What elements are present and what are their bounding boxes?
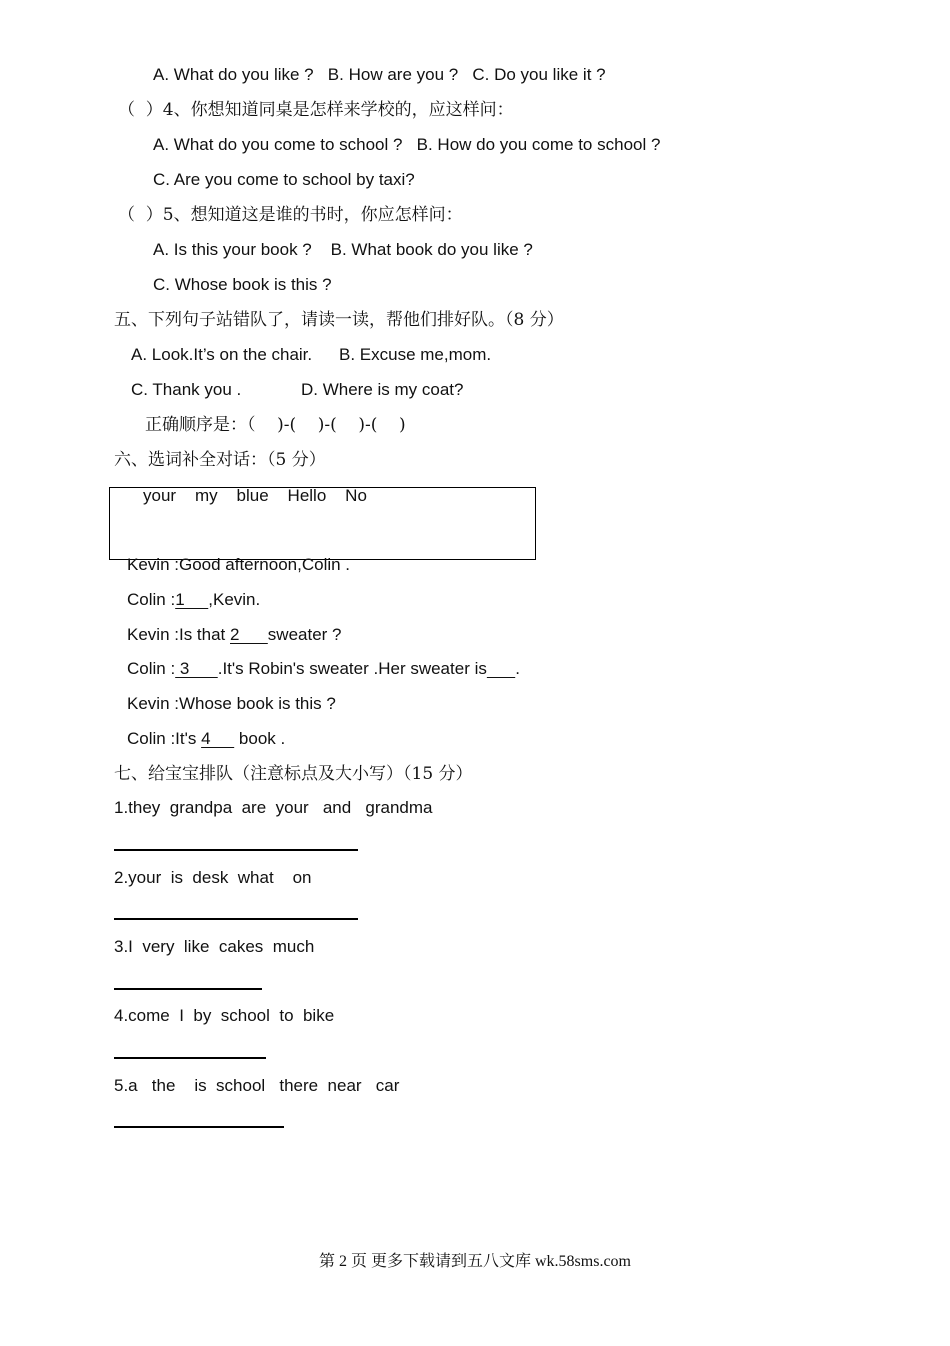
- answer-line-5[interactable]: [114, 1126, 284, 1128]
- word-bank: your my blue Hello No: [143, 486, 367, 505]
- reorder-item-3: 3.I very like cakes much: [114, 937, 315, 956]
- section5-option-a: A. Look.It’s on the chair.: [131, 345, 313, 364]
- q3-options: A. What do you like ? B. How are you ? C. Do you like it ?: [153, 65, 606, 84]
- reorder-item-2: 2.your is desk what on: [114, 868, 312, 887]
- dialogue-line-6: Colin :It's 4 book .: [127, 729, 286, 748]
- answer-line-1[interactable]: [114, 849, 358, 851]
- q5-options-ab: A. Is this your book ? B. What book do you like ?: [153, 240, 533, 259]
- blank-3[interactable]: 3: [175, 659, 218, 678]
- section5-order: 正确顺序是：（ )-( )-( )-( ): [145, 415, 406, 435]
- dialogue-line-1: Kevin :Good afternoon,Colin .: [127, 555, 351, 574]
- dialogue-line-2: Colin :1 ,Kevin.: [127, 590, 261, 609]
- section5-option-b: B. Excuse me,mom.: [339, 345, 492, 364]
- answer-line-4[interactable]: [114, 1057, 266, 1059]
- page-footer: 第 2 页 更多下载请到五八文库 wk.58sms.com: [318, 1253, 631, 1270]
- answer-line-2[interactable]: [114, 918, 358, 920]
- reorder-item-4: 4.come I by school to bike: [114, 1006, 335, 1025]
- blank-4[interactable]: 4: [201, 729, 235, 748]
- reorder-item-5: 5.a the is school there near car: [114, 1076, 400, 1095]
- q5-option-c: C. Whose book is this ?: [153, 275, 332, 294]
- blank-2[interactable]: 2: [230, 625, 268, 644]
- reorder-item-1: 1.they grandpa are your and grandma: [114, 798, 433, 817]
- q4-option-c: C. Are you come to school by taxi?: [153, 170, 415, 189]
- blank-5[interactable]: [487, 659, 515, 678]
- section5-title: 五、下列句子站错队了，请读一读，帮他们排好队。（8 分）: [114, 310, 564, 330]
- dialogue-line-5: Kevin :Whose book is this ?: [127, 694, 336, 713]
- blank-1[interactable]: 1: [175, 590, 209, 609]
- answer-line-3[interactable]: [114, 988, 262, 990]
- dialogue-line-4: Colin : 3 .It's Robin's sweater .Her sweater is .: [127, 659, 520, 678]
- q5-prompt: （ ）5、想知道这是谁的书时，你应怎样问：: [118, 205, 463, 225]
- q4-options-ab: A. What do you come to school ? B. How do you come to school ?: [153, 135, 661, 154]
- section6-title: 六、选词补全对话：（5 分）: [114, 450, 326, 470]
- section5-option-d: D. Where is my coat?: [301, 380, 464, 399]
- section5-option-c: C. Thank you .: [131, 380, 242, 399]
- section7-title: 七、给宝宝排队（注意标点及大小写）（15 分）: [114, 764, 473, 784]
- dialogue-line-3: Kevin :Is that 2 sweater ?: [127, 625, 342, 644]
- q4-prompt: （ ）4、你想知道同桌是怎样来学校的，应这样问：: [118, 100, 514, 120]
